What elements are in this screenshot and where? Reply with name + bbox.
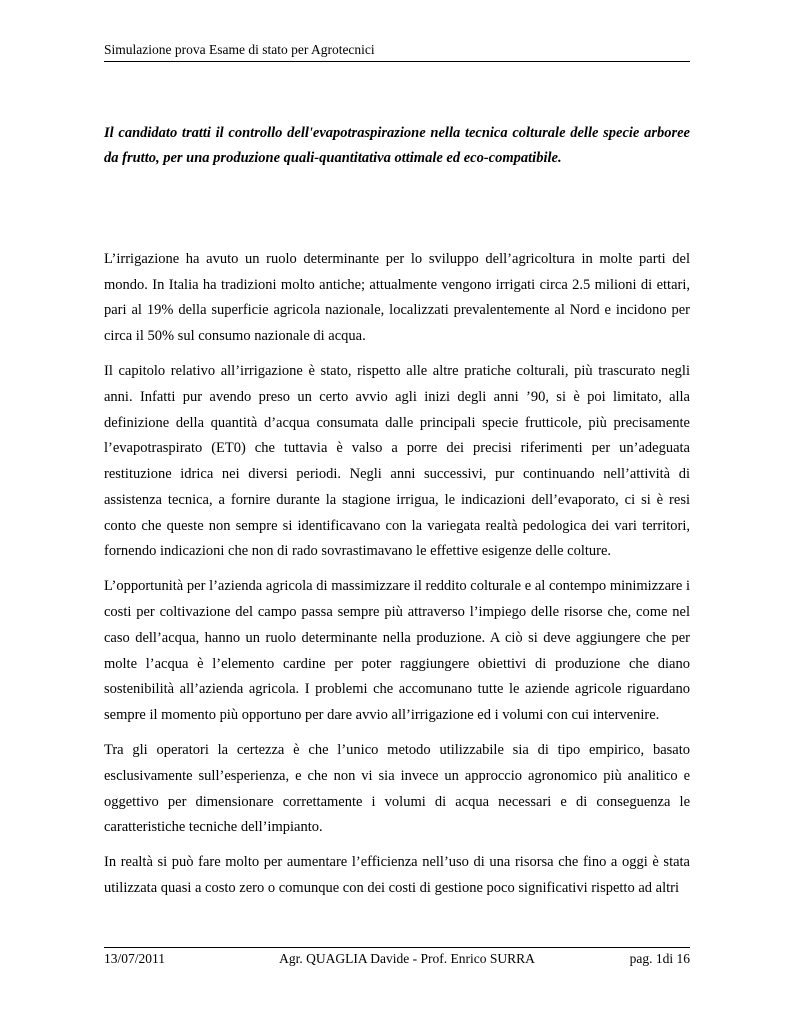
footer-authors: Agr. QUAGLIA Davide - Prof. Enrico SURRA bbox=[279, 951, 535, 966]
footer-date: 13/07/2011 bbox=[104, 951, 166, 966]
paragraph: Tra gli operatori la certezza è che l’unico metodo utilizzabile sia di tipo empirico, basato esclusivamente sull’esperienza, e che non vi sia invece un approccio agronomico più analitico e oggettivo per dimensionare correttamente i volumi di acqua necessari e di conseguenza le caratteristiche tecniche dell’impianto. bbox=[104, 742, 690, 836]
footer-page-number: pag. 1di 16 bbox=[629, 951, 690, 966]
paragraph: L’irrigazione ha avuto un ruolo determinante per lo sviluppo dell’agricoltura in molte parti del mondo. In Italia ha tradizioni molto antiche; attualmente vengono irrigati circa 2.5 milioni di ettari, pari al 19% della superficie agricola nazionale, localizzati prevalentemente al Nord e incidono per circa il 50% sul consumo nazionale di acqua. bbox=[104, 251, 690, 345]
page-header bbox=[104, 42, 690, 62]
page-footer bbox=[104, 947, 690, 967]
paragraph: L’opportunità per l’azienda agricola di massimizzare il reddito colturale e al contempo minimizzare i costi per coltivazione del campo passa sempre più attraverso l’impiego delle risorse che, come nel caso dell’acqua, hanno un ruolo determinante nella produzione. A ciò si deve aggiungere che per molte l’acqua è l’elemento cardine per poter raggiungere obiettivi di produzione che diano sostenibilità all’azienda agricola. I problemi che accomunano tutte le aziende agricole riguardano sempre il momento più opportuno per dare avvio all’irrigazione ed i volumi con cui intervenire. bbox=[104, 578, 690, 723]
paragraph: Il capitolo relativo all’irrigazione è stato, rispetto alle altre pratiche colturali, più trascurato negli anni. Infatti pur avendo preso un certo avvio agli inizi degli anni ’90, si è poi limitato, alla definizione della quantità d’acqua consumata dalle principali specie frutticole, più precisamente l’evapotraspirato (ET0) che tuttavia è valso a porre dei precisi riferimenti per un’adeguata restituzione idrica nei diversi periodi. Negli anni successivi, pur continuando nell’attività di assistenza tecnica, a fornire durante la stagione irrigua, le indicazioni dell’evaporato, ci si è resi conto che queste non sempre si identificavano con la variegata realtà pedologica dei vari territori, fornendo indicazioni che non di rado sovrastimavano le effettive esigenze delle colture. bbox=[104, 363, 690, 560]
paragraph: In realtà si può fare molto per aumentare l’efficienza nell’uso di una risorsa che fino a oggi è stata utilizzata quasi a costo zero o comunque con dei costi di gestione poco significativi rispetto ad altri bbox=[104, 854, 690, 897]
exam-task-statement: Il candidato tratti il controllo dell'evapotraspirazione nella tecnica colturale delle specie arboree da frutto, per una produzione quali-quantitativa ottimale ed eco-compatibile. bbox=[104, 125, 690, 166]
header-title: Simulazione prova Esame di stato per Agrotecnici bbox=[104, 42, 375, 57]
document-body bbox=[104, 247, 690, 911]
